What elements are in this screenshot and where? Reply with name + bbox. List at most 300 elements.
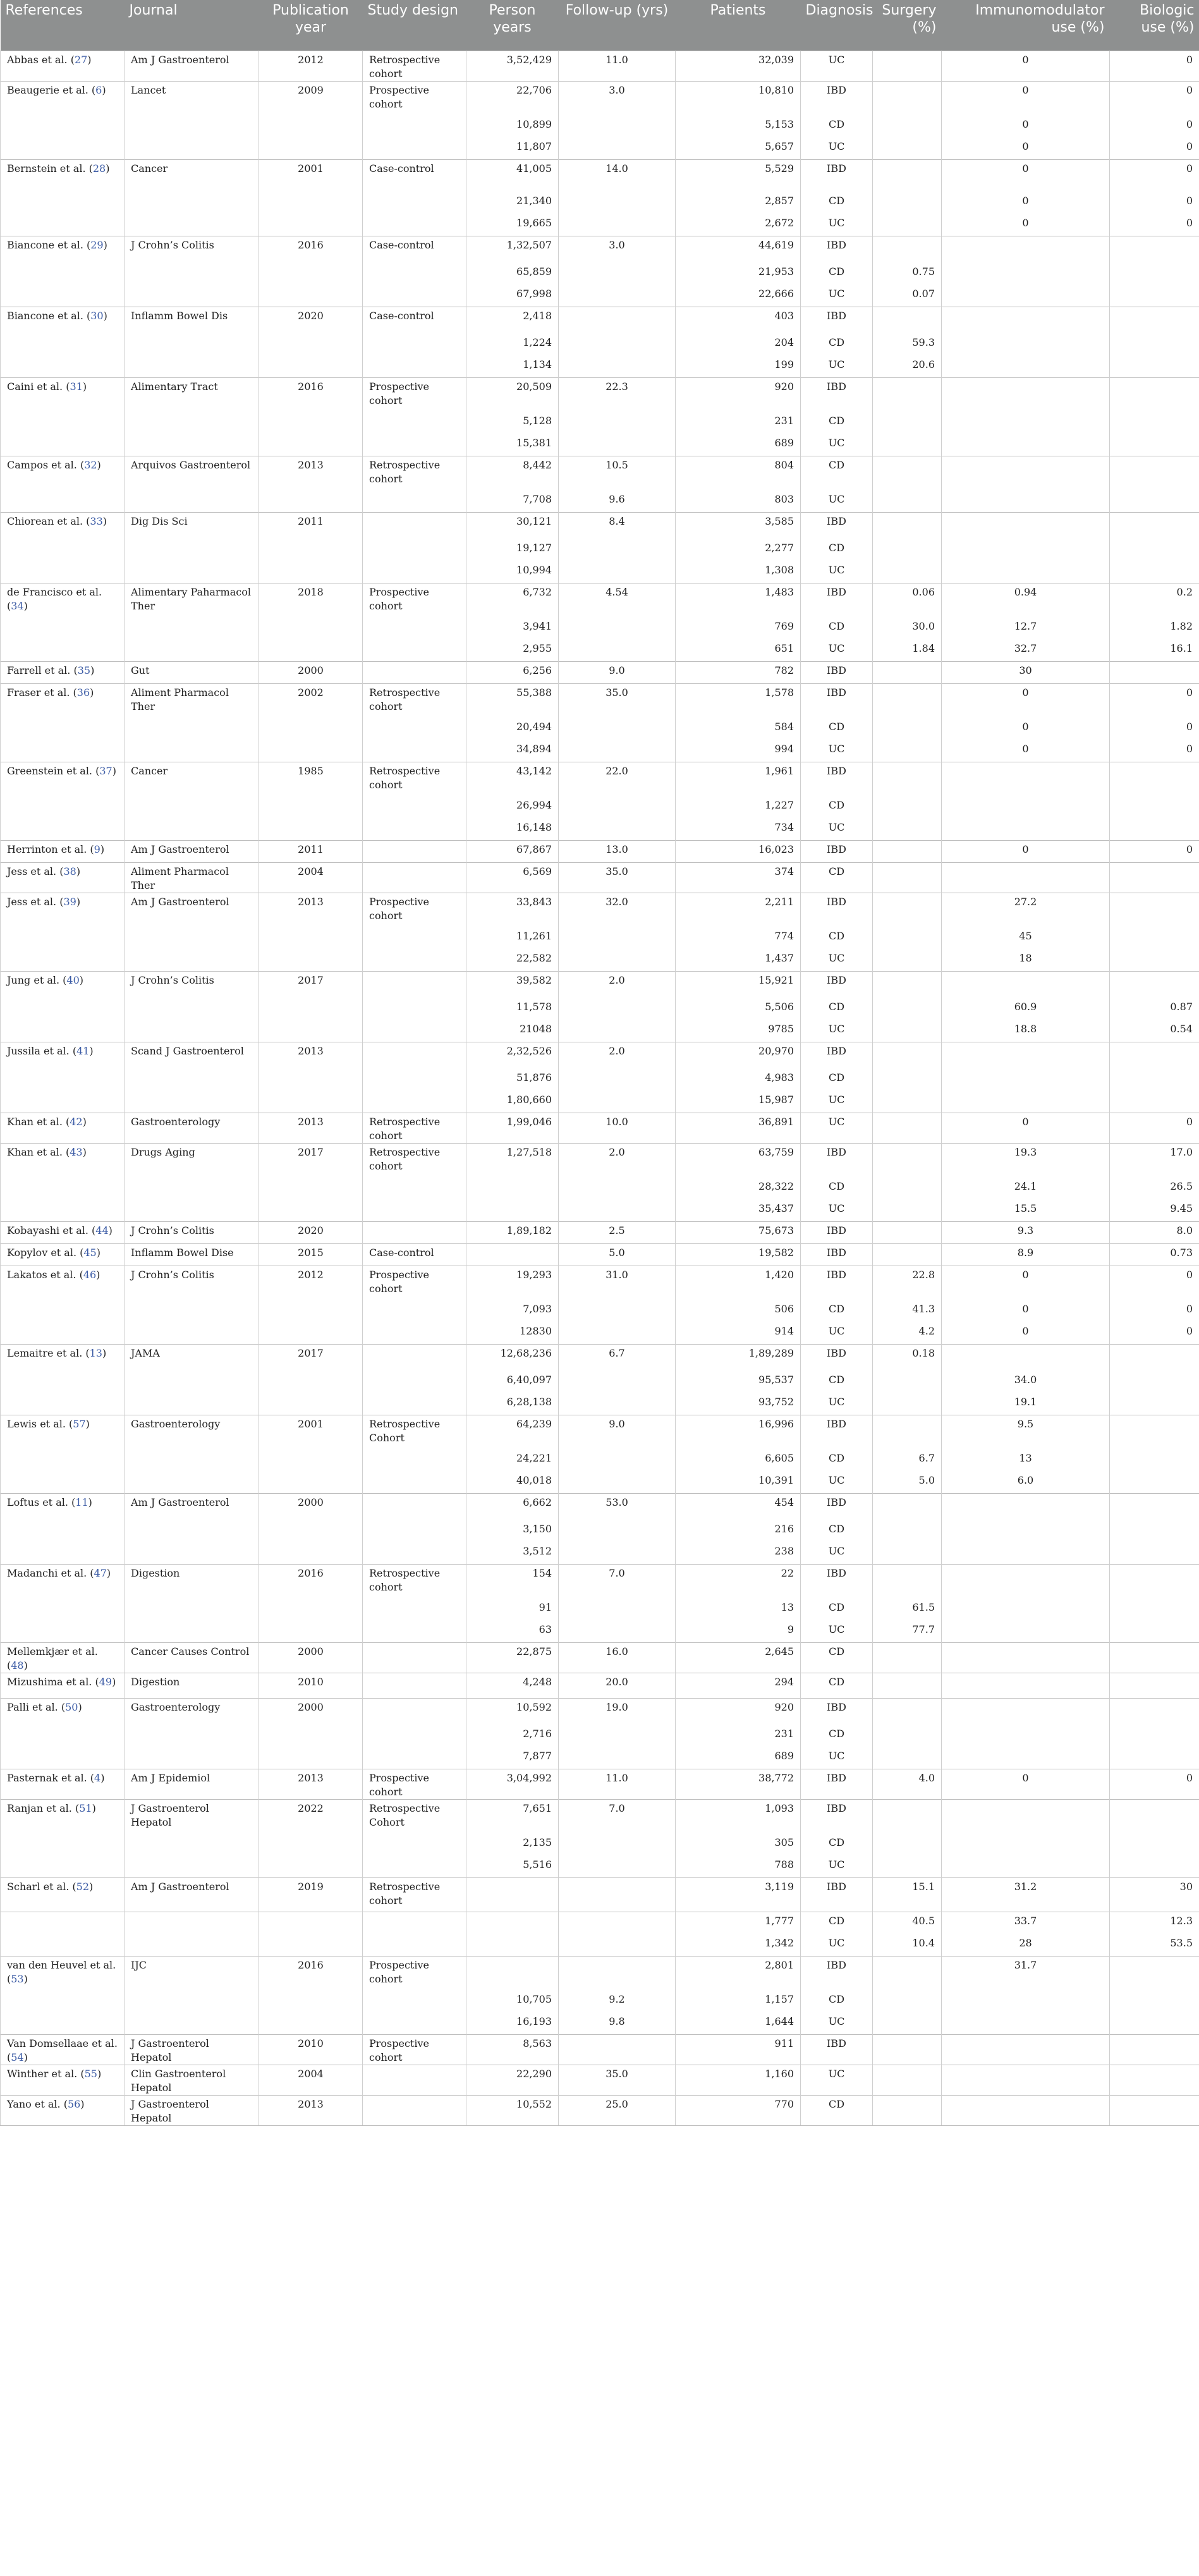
cell-biologic-use: [1110, 263, 1199, 285]
cell-study-design: Prospective cohort: [363, 1266, 466, 1300]
cell-reference: [1, 491, 125, 513]
cell-biologic-use: 0: [1110, 214, 1199, 236]
citation-link[interactable]: 40: [66, 974, 80, 986]
citation-link[interactable]: 11: [75, 1496, 88, 1508]
cell-person-years: 5,128: [466, 412, 559, 434]
cell-surgery: [873, 1144, 942, 1178]
cell-follow-up: [559, 2035, 676, 2065]
cell-immunomodulator-use: 0: [942, 160, 1110, 192]
cell-immunomodulator-use: 0: [942, 214, 1110, 236]
cell-reference: [1, 1300, 125, 1322]
table-row: [1, 82, 1199, 116]
cell-publication-year: [259, 434, 363, 456]
cell-reference: Greenstein et al. (37): [1, 762, 125, 797]
cell-publication-year: 2017: [259, 1345, 363, 1371]
header-study-design: Study design: [363, 0, 466, 51]
cell-journal: J Crohn’s Colitis: [125, 1266, 259, 1300]
cell-follow-up: [559, 1322, 676, 1345]
cell-publication-year: [259, 1912, 363, 1934]
cell-immunomodulator-use: 0: [942, 51, 1110, 82]
cell-immunomodulator-use: [942, 456, 1110, 491]
citation-link[interactable]: 50: [65, 1701, 78, 1713]
cell-journal: Inflamm Bowel Dise: [125, 1244, 259, 1266]
cell-biologic-use: [1110, 2013, 1199, 2035]
cell-biologic-use: [1110, 819, 1199, 841]
cell-reference: [1, 1520, 125, 1542]
cell-patients: 75,673: [676, 1222, 801, 1244]
table-row: [1, 456, 1199, 491]
cell-journal: [125, 263, 259, 285]
cell-publication-year: [259, 561, 363, 583]
cell-study-design: [363, 972, 466, 998]
cell-publication-year: 2004: [259, 2065, 363, 2096]
cell-immunomodulator-use: [942, 972, 1110, 998]
table-row: [1, 2013, 1199, 2035]
cell-biologic-use: [1110, 949, 1199, 972]
cell-follow-up: 9.0: [559, 662, 676, 684]
table-row: [1, 138, 1199, 160]
cell-patients: 9785: [676, 1020, 801, 1042]
cell-publication-year: [259, 1747, 363, 1769]
cell-journal: Am J Gastroenterol: [125, 841, 259, 863]
cell-surgery: 4.2: [873, 1322, 942, 1345]
cell-study-design: [363, 1934, 466, 1956]
cell-patients: 1,961: [676, 762, 801, 797]
cell-biologic-use: [1110, 1371, 1199, 1393]
cell-journal: [125, 1834, 259, 1856]
cell-reference: [1, 618, 125, 640]
cell-biologic-use: [1110, 2035, 1199, 2065]
cell-person-years: 7,651: [466, 1800, 559, 1834]
cell-study-design: [363, 116, 466, 138]
cell-surgery: 22.8: [873, 1266, 942, 1300]
cell-surgery: [873, 949, 942, 972]
cell-surgery: [873, 841, 942, 863]
table-body: [1, 51, 1199, 2126]
cell-person-years: 55,388: [466, 684, 559, 718]
cell-patients: 2,645: [676, 1643, 801, 1673]
cell-publication-year: 2012: [259, 1266, 363, 1300]
cell-person-years: 16,193: [466, 2013, 559, 2035]
table-row: [1, 1834, 1199, 1856]
cell-reference: Biancone et al. (30): [1, 307, 125, 334]
citation-link[interactable]: 43: [70, 1146, 83, 1158]
cell-patients: 28,322: [676, 1178, 801, 1200]
cell-diagnosis: IBD: [801, 307, 873, 334]
cell-diagnosis: CD: [801, 1912, 873, 1934]
cell-surgery: [873, 214, 942, 236]
cell-person-years: [466, 1912, 559, 1934]
cell-follow-up: 35.0: [559, 863, 676, 893]
cell-person-years: 24,221: [466, 1450, 559, 1472]
cell-patients: 199: [676, 356, 801, 378]
cell-journal: [125, 1472, 259, 1494]
cell-person-years: 43,142: [466, 762, 559, 797]
cell-biologic-use: [1110, 893, 1199, 927]
cell-reference: [1, 1856, 125, 1878]
cell-reference: Lakatos et al. (46): [1, 1266, 125, 1300]
cell-surgery: [873, 160, 942, 192]
cell-person-years: 2,32,526: [466, 1042, 559, 1069]
cell-study-design: [363, 1673, 466, 1699]
cell-immunomodulator-use: 19.1: [942, 1393, 1110, 1415]
cell-follow-up: [559, 1520, 676, 1542]
cell-patients: 238: [676, 1542, 801, 1565]
table-row: [1, 949, 1199, 972]
cell-journal: Dig Dis Sci: [125, 513, 259, 539]
cell-diagnosis: CD: [801, 1725, 873, 1747]
cell-patients: 16,996: [676, 1415, 801, 1450]
cell-diagnosis: UC: [801, 1747, 873, 1769]
cell-biologic-use: [1110, 334, 1199, 356]
cell-diagnosis: CD: [801, 263, 873, 285]
cell-surgery: [873, 684, 942, 718]
table-row: [1, 356, 1199, 378]
cell-biologic-use: 0: [1110, 160, 1199, 192]
cell-study-design: Prospective cohort: [363, 583, 466, 618]
cell-person-years: 7,708: [466, 491, 559, 513]
citation-link[interactable]: 9: [94, 843, 100, 855]
cell-journal: [125, 561, 259, 583]
cell-follow-up: [559, 214, 676, 236]
cell-reference: Jess et al. (39): [1, 893, 125, 927]
cell-follow-up: 3.0: [559, 236, 676, 263]
cell-biologic-use: 0.54: [1110, 1020, 1199, 1042]
cell-person-years: 8,442: [466, 456, 559, 491]
citation-link[interactable]: 48: [11, 1659, 24, 1671]
cell-study-design: Case-control: [363, 307, 466, 334]
cell-immunomodulator-use: 0: [942, 1266, 1110, 1300]
cell-study-design: [363, 1450, 466, 1472]
citation-link[interactable]: 35: [77, 664, 91, 676]
table-row: [1, 583, 1199, 618]
cell-diagnosis: IBD: [801, 583, 873, 618]
cell-journal: Am J Gastroenterol: [125, 1878, 259, 1912]
cell-follow-up: [559, 927, 676, 949]
cell-follow-up: [559, 434, 676, 456]
citation-link[interactable]: 38: [63, 865, 76, 877]
cell-immunomodulator-use: 28: [942, 1934, 1110, 1956]
cell-publication-year: [259, 1934, 363, 1956]
citation-link[interactable]: 41: [76, 1045, 90, 1057]
cell-publication-year: 2016: [259, 1565, 363, 1599]
cell-journal: [125, 1393, 259, 1415]
cell-reference: [1, 412, 125, 434]
cell-journal: [125, 1856, 259, 1878]
citation-link[interactable]: 57: [73, 1418, 86, 1430]
cell-publication-year: [259, 998, 363, 1020]
cell-journal: Gut: [125, 662, 259, 684]
cell-diagnosis: IBD: [801, 378, 873, 412]
cell-follow-up: 6.7: [559, 1345, 676, 1371]
cell-journal: [125, 1020, 259, 1042]
cell-person-years: 15,381: [466, 434, 559, 456]
cell-biologic-use: 0: [1110, 116, 1199, 138]
citation-link[interactable]: 6: [95, 84, 102, 96]
cell-person-years: 154: [466, 1565, 559, 1599]
cell-diagnosis: UC: [801, 1091, 873, 1113]
citation-link[interactable]: 49: [99, 1676, 113, 1688]
cell-surgery: [873, 863, 942, 893]
citation-link[interactable]: 42: [70, 1116, 83, 1128]
cell-journal: [125, 1178, 259, 1200]
cell-study-design: [363, 1621, 466, 1643]
citation-link[interactable]: 44: [95, 1224, 109, 1236]
cell-study-design: Case-control: [363, 1244, 466, 1266]
cell-person-years: 19,127: [466, 539, 559, 561]
cell-publication-year: [259, 1856, 363, 1878]
cell-diagnosis: IBD: [801, 1144, 873, 1178]
cell-patients: 15,987: [676, 1091, 801, 1113]
cell-biologic-use: [1110, 1565, 1199, 1599]
cell-immunomodulator-use: 0: [942, 138, 1110, 160]
citation-link[interactable]: 27: [74, 54, 88, 66]
cell-follow-up: [559, 1020, 676, 1042]
cell-diagnosis: CD: [801, 116, 873, 138]
cell-publication-year: 2016: [259, 378, 363, 412]
citation-link[interactable]: 28: [92, 162, 106, 174]
cell-study-design: [363, 263, 466, 285]
cell-follow-up: [559, 819, 676, 841]
cell-follow-up: 9.2: [559, 1991, 676, 2013]
cell-patients: 216: [676, 1520, 801, 1542]
cell-journal: [125, 998, 259, 1020]
cell-publication-year: [259, 1520, 363, 1542]
cell-publication-year: [259, 819, 363, 841]
table-row: [1, 1266, 1199, 1300]
cell-publication-year: [259, 356, 363, 378]
citation-link[interactable]: 29: [90, 239, 104, 251]
cell-reference: [1, 434, 125, 456]
cell-surgery: [873, 2013, 942, 2035]
table-row: [1, 927, 1199, 949]
citation-link[interactable]: 46: [83, 1269, 97, 1281]
cell-study-design: [363, 1322, 466, 1345]
cell-diagnosis: IBD: [801, 160, 873, 192]
cell-immunomodulator-use: [942, 434, 1110, 456]
citation-link[interactable]: 37: [99, 765, 113, 777]
cell-diagnosis: CD: [801, 927, 873, 949]
cell-immunomodulator-use: 0: [942, 82, 1110, 116]
citation-link[interactable]: 45: [83, 1247, 97, 1259]
cell-reference: [1, 1725, 125, 1747]
cell-surgery: 1.84: [873, 640, 942, 662]
cell-immunomodulator-use: 6.0: [942, 1472, 1110, 1494]
cell-publication-year: [259, 412, 363, 434]
cell-journal: Digestion: [125, 1565, 259, 1599]
cell-follow-up: [559, 1091, 676, 1113]
cell-person-years: 2,955: [466, 640, 559, 662]
cell-reference: [1, 1450, 125, 1472]
cell-person-years: 19,293: [466, 1266, 559, 1300]
cell-biologic-use: [1110, 456, 1199, 491]
citation-link[interactable]: 53: [11, 1973, 24, 1985]
cell-study-design: Retrospective cohort: [363, 51, 466, 82]
cell-surgery: [873, 1178, 942, 1200]
cell-surgery: [873, 1494, 942, 1520]
citation-link[interactable]: 51: [79, 1802, 92, 1814]
cell-patients: 5,153: [676, 116, 801, 138]
citation-link[interactable]: 31: [70, 381, 83, 393]
cell-biologic-use: 0: [1110, 138, 1199, 160]
cell-surgery: [873, 740, 942, 762]
table-row: [1, 513, 1199, 539]
cell-study-design: [363, 138, 466, 160]
table-row: [1, 1393, 1199, 1415]
cell-person-years: 2,716: [466, 1725, 559, 1747]
table-row: [1, 561, 1199, 583]
cell-journal: [125, 1069, 259, 1091]
cell-journal: Gastroenterology: [125, 1415, 259, 1450]
cell-publication-year: 2019: [259, 1878, 363, 1912]
cell-reference: [1, 1322, 125, 1345]
cell-biologic-use: 0.2: [1110, 583, 1199, 618]
cell-person-years: 33,843: [466, 893, 559, 927]
cell-study-design: [363, 1222, 466, 1244]
cell-person-years: 6,256: [466, 662, 559, 684]
cell-immunomodulator-use: 18: [942, 949, 1110, 972]
cell-reference: [1, 1934, 125, 1956]
cell-publication-year: 2017: [259, 1144, 363, 1178]
cell-person-years: 11,807: [466, 138, 559, 160]
cell-biologic-use: [1110, 513, 1199, 539]
citation-link[interactable]: 4: [94, 1772, 101, 1784]
cell-person-years: [466, 1244, 559, 1266]
cell-publication-year: 2009: [259, 82, 363, 116]
cell-follow-up: 4.54: [559, 583, 676, 618]
cell-person-years: 6,28,138: [466, 1393, 559, 1415]
table-row: [1, 412, 1199, 434]
cell-journal: Alimentary Paharmacol Ther: [125, 583, 259, 618]
cell-biologic-use: [1110, 561, 1199, 583]
cell-diagnosis: IBD: [801, 1345, 873, 1371]
cell-diagnosis: UC: [801, 491, 873, 513]
cell-diagnosis: CD: [801, 718, 873, 740]
cell-biologic-use: [1110, 863, 1199, 893]
cell-journal: [125, 1450, 259, 1472]
cell-surgery: 5.0: [873, 1472, 942, 1494]
cell-diagnosis: CD: [801, 1069, 873, 1091]
citation-link[interactable]: 33: [90, 515, 103, 527]
table-row: [1, 618, 1199, 640]
citation-link[interactable]: 30: [90, 310, 104, 322]
cell-diagnosis: UC: [801, 1472, 873, 1494]
cell-person-years: 1,134: [466, 356, 559, 378]
cell-reference: [1, 1393, 125, 1415]
table-row: [1, 841, 1199, 863]
cell-study-design: [363, 2096, 466, 2126]
cell-diagnosis: IBD: [801, 972, 873, 998]
table-row: [1, 1956, 1199, 1991]
cell-follow-up: 7.0: [559, 1800, 676, 1834]
cell-surgery: [873, 1747, 942, 1769]
cell-diagnosis: CD: [801, 1300, 873, 1322]
cell-surgery: [873, 1042, 942, 1069]
cell-surgery: [873, 1244, 942, 1266]
cell-diagnosis: IBD: [801, 841, 873, 863]
cell-patients: 689: [676, 1747, 801, 1769]
table-row: [1, 1472, 1199, 1494]
citation-link[interactable]: 55: [84, 2068, 97, 2080]
cell-biologic-use: [1110, 1991, 1199, 2013]
cell-person-years: 30,121: [466, 513, 559, 539]
cell-patients: 5,657: [676, 138, 801, 160]
cell-patients: 920: [676, 1699, 801, 1725]
cell-follow-up: 10.0: [559, 1113, 676, 1144]
cell-diagnosis: UC: [801, 1020, 873, 1042]
cell-study-design: [363, 1834, 466, 1856]
cell-follow-up: [559, 718, 676, 740]
cell-diagnosis: UC: [801, 561, 873, 583]
table-row: [1, 2035, 1199, 2065]
cell-reference: [1, 561, 125, 583]
cell-follow-up: 10.5: [559, 456, 676, 491]
cell-study-design: [363, 1178, 466, 1200]
cell-publication-year: [259, 285, 363, 307]
citation-link[interactable]: 36: [76, 687, 90, 699]
citation-link[interactable]: 47: [94, 1567, 107, 1579]
cell-follow-up: 32.0: [559, 893, 676, 927]
citation-link[interactable]: 52: [76, 1881, 90, 1893]
table-row: [1, 1621, 1199, 1643]
cell-surgery: [873, 51, 942, 82]
citation-link[interactable]: 13: [89, 1347, 102, 1359]
citation-link[interactable]: 32: [84, 459, 97, 471]
cell-follow-up: [559, 116, 676, 138]
cell-diagnosis: IBD: [801, 236, 873, 263]
citation-link[interactable]: 39: [63, 896, 76, 908]
cell-reference: [1, 116, 125, 138]
cell-publication-year: 2011: [259, 841, 363, 863]
table-row: [1, 762, 1199, 797]
cell-journal: [125, 192, 259, 214]
cell-study-design: [363, 1643, 466, 1673]
cell-publication-year: [259, 1200, 363, 1222]
cell-patients: 3,119: [676, 1878, 801, 1912]
cell-study-design: [363, 1091, 466, 1113]
cell-patients: 21,953: [676, 263, 801, 285]
cell-journal: [125, 356, 259, 378]
cell-journal: Aliment Pharmacol Ther: [125, 863, 259, 893]
table-row: [1, 192, 1199, 214]
cell-journal: [125, 797, 259, 819]
cell-reference: Van Domsellaae et al. (54): [1, 2035, 125, 2065]
cell-publication-year: [259, 1300, 363, 1322]
cell-person-years: 67,867: [466, 841, 559, 863]
cell-follow-up: 53.0: [559, 1494, 676, 1520]
cell-publication-year: 2001: [259, 160, 363, 192]
citation-link[interactable]: 54: [11, 2051, 24, 2063]
cell-diagnosis: CD: [801, 539, 873, 561]
cell-publication-year: 2018: [259, 583, 363, 618]
cell-surgery: 61.5: [873, 1599, 942, 1621]
cell-biologic-use: [1110, 1415, 1199, 1450]
cell-journal: JAMA: [125, 1345, 259, 1371]
citation-link[interactable]: 34: [11, 600, 24, 612]
cell-reference: [1, 1834, 125, 1856]
cell-immunomodulator-use: 31.7: [942, 1956, 1110, 1991]
cell-study-design: [363, 1542, 466, 1565]
cell-reference: [1, 1599, 125, 1621]
cell-publication-year: 2012: [259, 51, 363, 82]
cell-immunomodulator-use: [942, 2035, 1110, 2065]
cell-study-design: [363, 797, 466, 819]
cell-immunomodulator-use: 32.7: [942, 640, 1110, 662]
cell-reference: [1, 1621, 125, 1643]
citation-link[interactable]: 56: [67, 2098, 81, 2110]
cell-immunomodulator-use: [942, 1856, 1110, 1878]
header-publication-year: Publication year: [259, 0, 363, 51]
